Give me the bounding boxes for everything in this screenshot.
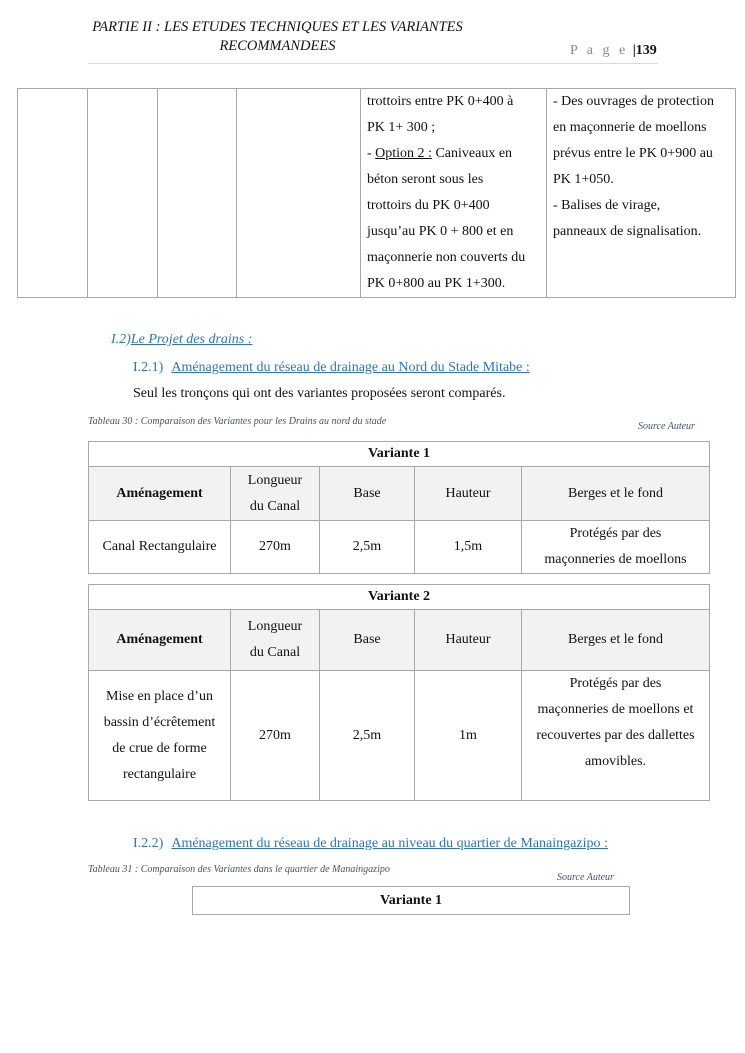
table31-caption: Tableau 31 : Comparaison des Variantes dans le quartier de Manaingazipo: [88, 864, 390, 875]
header-line: du Canal: [249, 645, 301, 660]
cell-line: maçonneries de moellons et: [537, 702, 694, 717]
table-cell-empty: [158, 89, 237, 298]
col-header-base: Base: [320, 467, 415, 521]
page-number-block: [570, 43, 657, 59]
subsection-title: Aménagement du réseau de drainage au niveau du quartier de Manaingazipo :: [171, 836, 608, 851]
cell-line: panneaux de signalisation.: [553, 224, 702, 239]
header-line: du Canal: [249, 498, 301, 514]
cell-amenagement: Canal Rectangulaire: [89, 521, 231, 574]
cell-line: trottoirs entre PK 0+400 à: [367, 94, 514, 109]
subsection-number: I.2.1): [133, 360, 164, 375]
body-paragraph: Seul les tronçons qui ont des variantes proposées seront comparés.: [133, 386, 506, 401]
page-separator: |: [632, 43, 636, 58]
option-label: Option 2 :: [375, 146, 432, 161]
table31-source: Source Auteur: [557, 872, 614, 883]
section-number: I.2): [111, 332, 131, 347]
cell-hauteur: 1,5m: [415, 521, 522, 574]
cell-line: Mise en place d’un: [106, 688, 213, 704]
table-cell-empty: [237, 89, 361, 298]
cell-line: trottoirs du PK 0+400: [367, 198, 490, 213]
cell-line: - Des ouvrages de protection: [553, 94, 714, 109]
cell-line: amovibles.: [584, 754, 647, 769]
section-heading-drains: [111, 332, 252, 348]
header-divider: [88, 63, 658, 64]
cell-line: de crue de forme: [112, 740, 207, 756]
cell-line: maçonneries de moellons: [544, 552, 687, 567]
cell-amenagement: [89, 671, 231, 801]
header-line: Longueur: [247, 619, 303, 634]
cell-line: en maçonnerie de moellons: [553, 120, 707, 135]
col-header-hauteur: Hauteur: [415, 610, 522, 671]
cell-line: maçonnerie non couverts du: [367, 250, 526, 265]
table-cell-empty: [88, 89, 158, 298]
variante-title: Variante 1: [193, 887, 630, 915]
cell-longueur: 270m: [231, 671, 320, 801]
table-row: [193, 887, 630, 915]
subsection-heading-manaingazipo: [133, 836, 608, 852]
header-title-line2: RECOMMANDEES: [219, 38, 336, 54]
table-row: [89, 585, 710, 610]
col-header-base: Base: [320, 610, 415, 671]
table-row: [89, 671, 710, 801]
table-row: [89, 521, 710, 574]
cell-line: PK 1+ 300 ;: [367, 120, 436, 135]
cell-line: - Balises de virage,: [553, 198, 661, 213]
col-header-amenagement: Aménagement: [89, 467, 231, 521]
table31-variante1: [192, 886, 630, 915]
table-header-row: [89, 467, 710, 521]
page-number: 139: [635, 43, 657, 58]
cell-berges: [522, 521, 710, 574]
table-cell-empty: [18, 89, 88, 298]
col-header-amenagement: Aménagement: [89, 610, 231, 671]
cell-line: prévus entre le PK 0+900 au: [553, 146, 713, 161]
variante-title: Variante 1: [89, 442, 710, 467]
option-prefix: -: [367, 146, 376, 161]
section-title: Le Projet des drains :: [130, 332, 253, 347]
variante-title: Variante 2: [89, 585, 710, 610]
cell-base: 2,5m: [320, 521, 415, 574]
table-cell-protections: [547, 89, 736, 298]
cell-line-option2: [367, 141, 540, 167]
page-header-title: [30, 18, 525, 56]
col-header-longueur: [231, 467, 320, 521]
col-header-hauteur: Hauteur: [415, 467, 522, 521]
table30-variante2: [88, 584, 710, 801]
cell-line: PK 1+050.: [553, 172, 614, 187]
cell-hauteur: 1m: [415, 671, 522, 801]
cell-line: bassin d’écrêtement: [103, 714, 216, 730]
subsection-title: Aménagement du réseau de drainage au Nord du Stade Mitabe :: [171, 360, 530, 375]
table-row: [89, 442, 710, 467]
option-text: Caniveaux en: [431, 146, 513, 161]
subsection-heading-nord-stade: [133, 360, 530, 376]
subsection-number: I.2.2): [133, 836, 164, 851]
header-line: Longueur: [247, 472, 303, 488]
table30-variante1: [88, 441, 710, 574]
table-header-row: [89, 610, 710, 671]
cell-line: recouvertes par des dallettes: [536, 728, 695, 743]
col-header-longueur: [231, 610, 320, 671]
cell-line: rectangulaire: [122, 766, 197, 782]
cell-line: jusqu’au PK 0 + 800 et en: [367, 224, 514, 239]
table30-caption: Tableau 30 : Comparaison des Variantes pour les Drains au nord du stade: [88, 416, 387, 427]
table30-source: Source Auteur: [638, 421, 695, 432]
table-row: [18, 89, 736, 298]
cell-line: Protégés par des: [569, 676, 662, 691]
cell-line: PK 0+800 au PK 1+300.: [367, 276, 506, 291]
cell-line: béton seront sous les: [367, 172, 484, 187]
col-header-berges: Berges et le fond: [522, 467, 710, 521]
cell-line: Protégés par des: [569, 526, 662, 541]
cell-longueur: 270m: [231, 521, 320, 574]
cell-berges: [522, 671, 710, 801]
continued-table: [17, 88, 736, 298]
col-header-berges: Berges et le fond: [522, 610, 710, 671]
page-label: P a g e: [570, 43, 629, 58]
header-title-line1: PARTIE II : LES ETUDES TECHNIQUES ET LES VARIANTES: [92, 19, 463, 35]
table-cell-options: [361, 89, 547, 298]
cell-base: 2,5m: [320, 671, 415, 801]
